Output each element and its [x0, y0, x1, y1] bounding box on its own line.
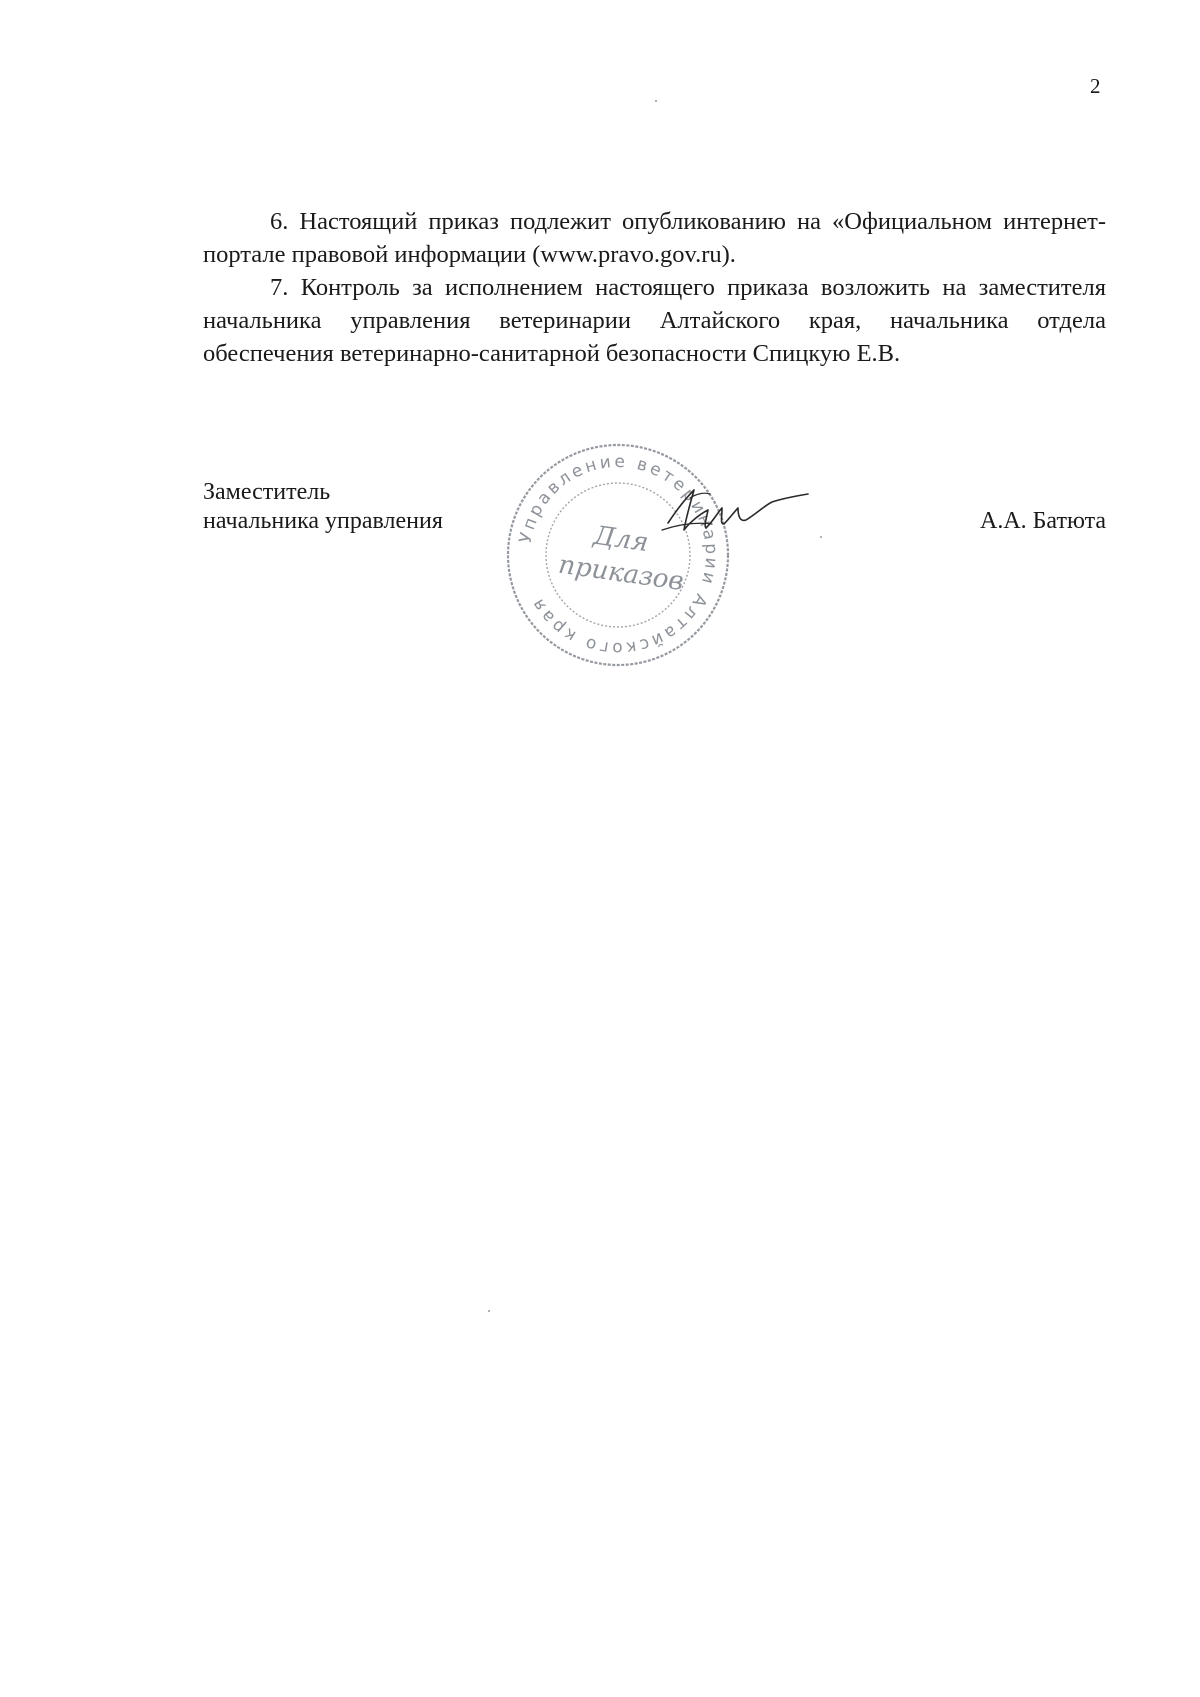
stamp-center-line2: приказов	[556, 549, 686, 597]
page-number: 2	[1090, 74, 1101, 98]
stamp-ring-text: Управление ветеринарии Алтайского края	[515, 451, 722, 659]
document-body	[203, 205, 1106, 370]
handwritten-signature	[660, 478, 810, 548]
scan-speck	[488, 1310, 490, 1312]
official-stamp	[498, 435, 738, 675]
signer-title-line1: Заместитель	[203, 479, 331, 505]
signer-name: А.А. Батюта	[979, 508, 1106, 534]
paragraph-7: 7. Контроль за исполнением настоящего приказа возложить на заместителя начальника управления ветеринарии Алтайского края, начальника отдела обеспечения ветеринарно-санитарной безопасности Спицкую Е.В.	[203, 274, 1106, 367]
signer-title-line2: начальника управления	[203, 508, 443, 534]
scan-speck	[655, 100, 657, 102]
scan-speck	[820, 536, 822, 538]
paragraph-6: 6. Настоящий приказ подлежит опубликованию на «Официальном интернет-портале правовой информации (www.pravo.gov.ru).	[203, 208, 1106, 268]
signer-title	[203, 478, 443, 536]
stamp-center-line1: Для	[591, 520, 651, 559]
